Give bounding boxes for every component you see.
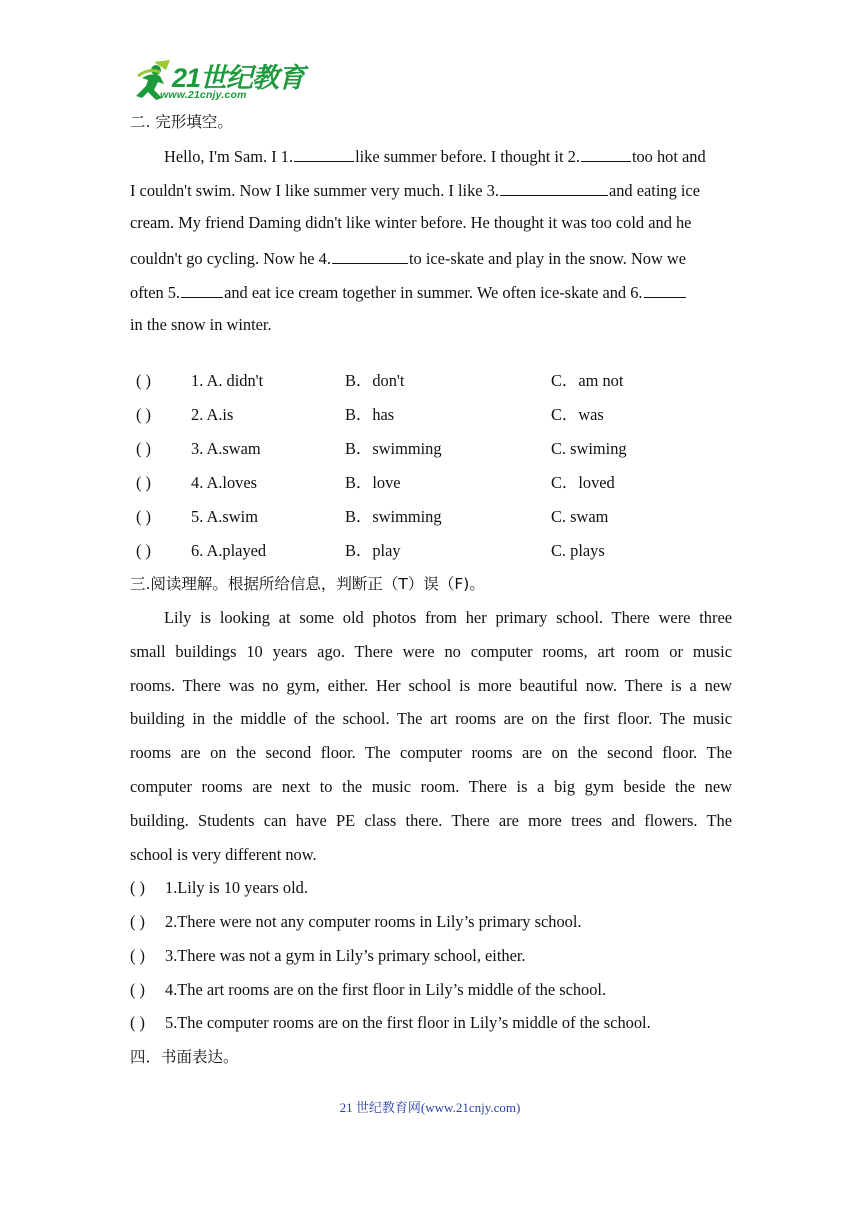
option-c: C．was [551,405,604,424]
cloze-text: to ice-skate and play in the snow. Now we [408,249,687,268]
answer-paren[interactable]: ( ) [136,507,152,526]
tf-question-text: 4.The art rooms are on the first floor in Lily’s middle of the school. [165,980,607,999]
cloze-line-4 [130,247,686,269]
option-b: B．don't [345,371,405,390]
answer-paren[interactable]: ( ) [136,473,152,492]
option-b: B．swimming [345,507,442,526]
blank-5[interactable] [181,281,223,298]
section2-title: 二. 完形填空。 [130,113,233,131]
option-c: C．loved [551,473,615,492]
tf-question-text: 3.There was not a gym in Lily’s primary school, either. [165,946,526,965]
blank-2[interactable] [581,145,631,162]
section3-title: 三.阅读理解。根据所给信息，判断正（T）误（F)。 [130,575,485,593]
cloze-text: Hello, I'm Sam. I 1. [164,147,294,166]
reading-line-7: building. Students can have PE class there. There are more trees and flowers. The [130,811,732,830]
option-a: 6. A.played [191,541,267,560]
cloze-line-1 [164,145,706,167]
cloze-text: and eat ice cream together in summer. We often ice-skate and 6. [224,283,643,302]
cloze-text: cream. My friend Daming didn't like winter before. He thought it was too cold and he [130,213,692,232]
reading-line-2: small buildings 10 years ago. There were no computer rooms, art room or music [130,642,732,661]
tf-question-text: 1.Lily is 10 years old. [165,878,308,897]
cloze-text: often 5. [130,283,181,302]
blank-1[interactable] [294,145,354,162]
option-c: C. plays [551,541,605,560]
reading-line-4: building in the middle of the school. The art rooms are on the first floor. The music [130,709,732,728]
blank-6[interactable] [644,281,686,298]
tf-question-text: 2.There were not any computer rooms in Lily’s primary school. [165,912,582,931]
cloze-text: couldn't go cycling. Now he 4. [130,249,331,268]
page-footer: 21 世纪教育网(www.21cnjy.com) [339,1100,521,1115]
logo-brand-text: 21世纪教育 [172,63,305,93]
reading-line-6: computer rooms are next to the music room. There is a big gym beside the new [130,777,732,796]
cloze-line-3 [130,213,691,233]
cloze-text: I couldn't swim. Now I like summer very much. I like 3. [130,181,499,200]
cloze-text: too hot and [631,147,706,166]
cloze-text: in the snow in winter. [130,315,272,334]
reading-line-3: rooms. There was no gym, either. Her school is more beautiful now. There is a new [130,676,732,695]
answer-paren[interactable]: ( ) [136,371,152,390]
option-a: 3. A.swam [191,439,261,458]
option-a: 5. A.swim [191,507,258,526]
option-c: C. swiming [551,439,627,458]
cloze-line-6 [130,315,272,335]
answer-paren[interactable]: ( ) [130,878,146,897]
answer-paren[interactable]: ( ) [130,946,146,965]
reading-line-5: rooms are on the second floor. The computer rooms are on the second floor. The [130,743,732,762]
answer-paren[interactable]: ( ) [136,405,152,424]
option-b: B．love [345,473,401,492]
answer-paren[interactable]: ( ) [130,980,146,999]
answer-paren[interactable]: ( ) [136,439,152,458]
option-b: B．has [345,405,395,424]
reading-line-1: Lily is looking at some old photos from her primary school. There were three [164,608,732,627]
brand-logo [134,58,304,104]
cloze-line-2 [130,179,700,201]
option-b: B．play [345,541,401,560]
option-a: 2. A.is [191,405,234,424]
option-a: 4. A.loves [191,473,258,492]
reading-line-8: school is very different now. [130,845,317,864]
option-c: C. swam [551,507,609,526]
blank-4[interactable] [332,247,408,264]
option-c: C．am not [551,371,624,390]
answer-paren[interactable]: ( ) [136,541,152,560]
answer-paren[interactable]: ( ) [130,1013,146,1032]
logo-url-text: www.21cnjy.com [160,89,247,101]
answer-paren[interactable]: ( ) [130,912,146,931]
cloze-text: and eating ice [608,181,700,200]
section4-title: 四．书面表达。 [130,1048,239,1066]
cloze-text: like summer before. I thought it 2. [355,147,580,166]
cloze-line-5 [130,281,687,303]
tf-question-text: 5.The computer rooms are on the first floor in Lily’s middle of the school. [165,1013,651,1032]
option-b: B．swimming [345,439,442,458]
blank-3[interactable] [500,179,608,196]
option-a: 1. A. didn't [191,371,264,390]
